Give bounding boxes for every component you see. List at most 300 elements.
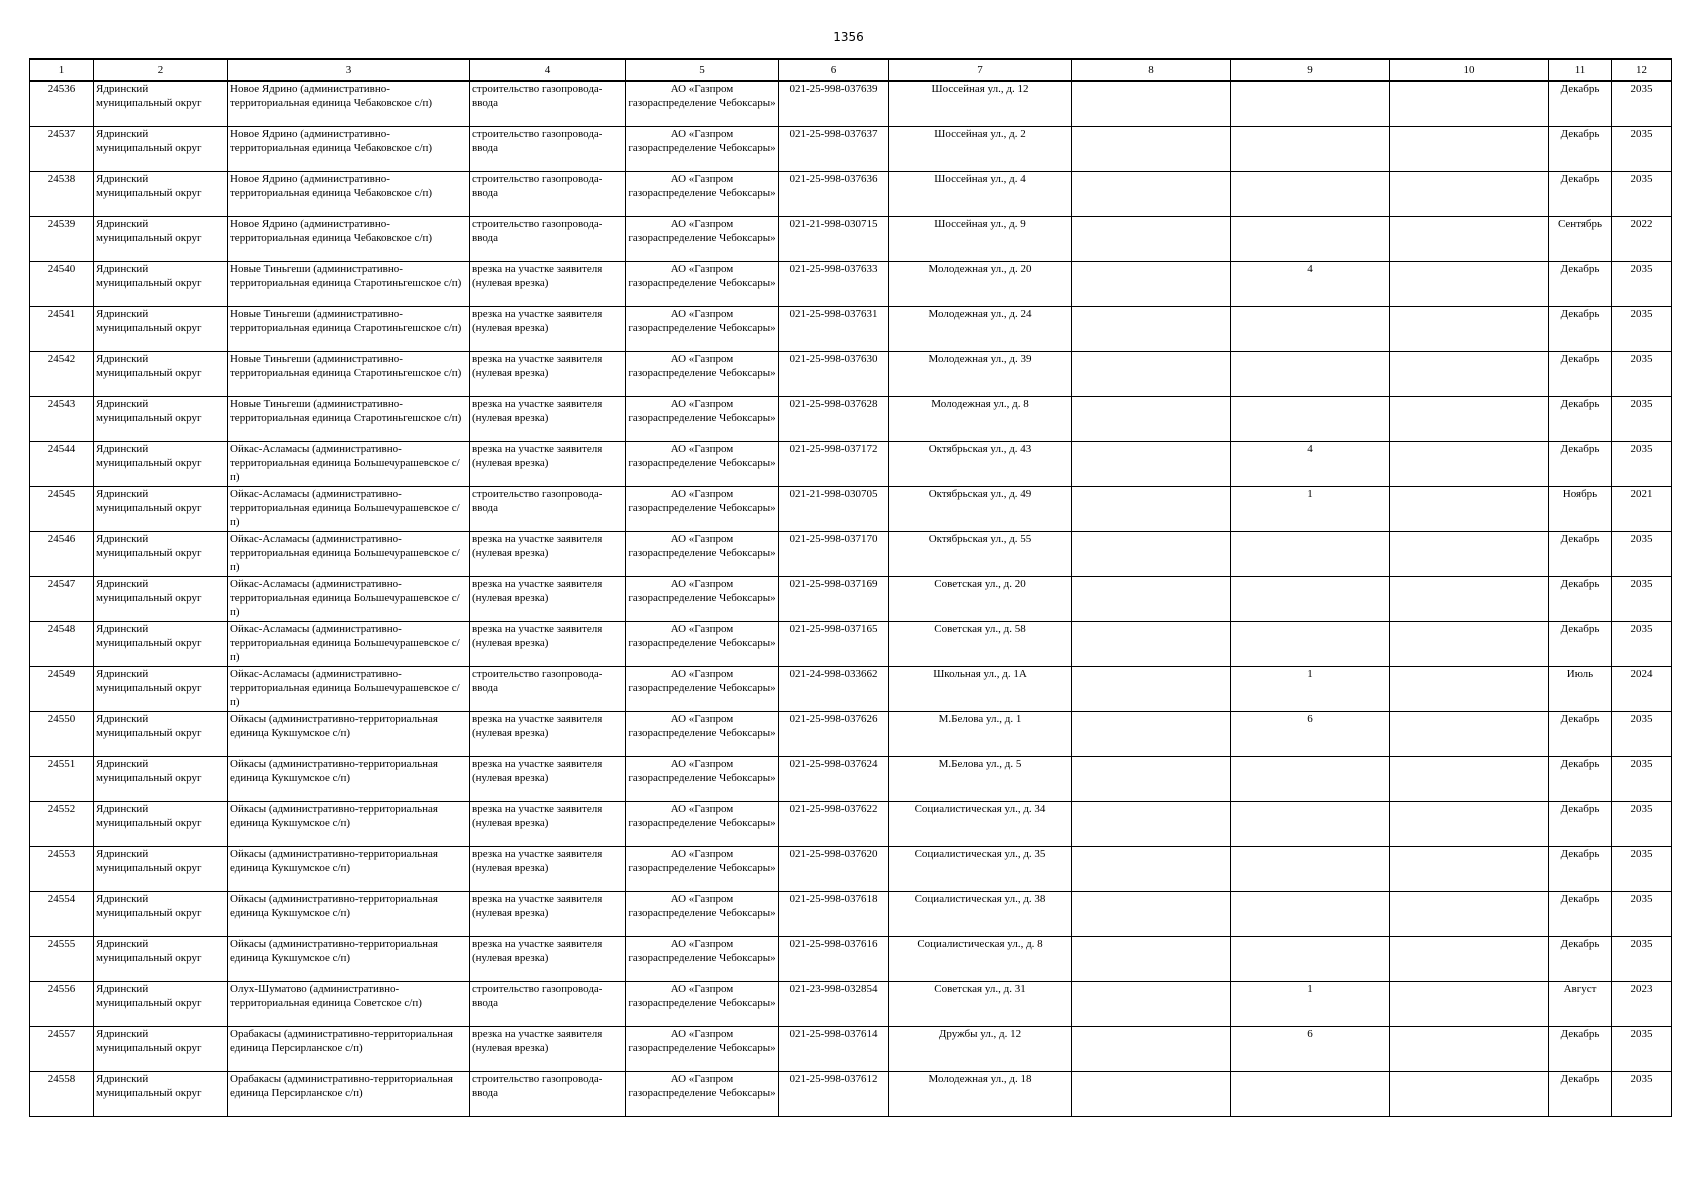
organization-cell [626,892,779,937]
column-9-cell-text: 1 [1307,983,1313,995]
month-cell [1549,442,1612,487]
month-cell [1549,667,1612,712]
work-type-cell [470,307,626,352]
organization-cell [626,307,779,352]
column-8-cell [1072,127,1231,172]
district-cell-text: Ядринский муниципальный округ [96,848,202,874]
column-8-cell [1072,667,1231,712]
code-cell-text: 021-25-998-037631 [789,308,878,320]
year-cell [1612,757,1672,802]
column-10-cell-text [1392,262,1546,306]
settlement-cell-text: Новое Ядрино (административно-территориальная единица Чебаковское с/п) [230,173,433,199]
organization-cell [626,622,779,667]
column-10-cell [1390,307,1549,352]
month-cell [1549,487,1612,532]
year-cell-text: 2035 [1630,893,1653,905]
column-10-cell-text [1392,757,1546,801]
column-9-cell [1231,622,1390,667]
address-cell-text: Социалистическая ул., д. 8 [917,938,1043,950]
column-8-cell-text [1074,1072,1228,1116]
row-number-text: 24548 [47,623,76,635]
year-cell-text: 2035 [1630,803,1653,815]
organization-cell-text: АО «Газпром газораспределение Чебоксары» [628,443,776,469]
table-row [30,667,1672,712]
address-cell-text: М.Белова ул., д. 1 [938,713,1022,725]
address-cell [889,1027,1072,1072]
code-cell [779,577,889,622]
year-cell-text: 2035 [1630,353,1653,365]
column-9-cell-text [1233,82,1387,126]
column-8-cell-text [1074,307,1228,351]
column-10-cell [1390,667,1549,712]
month-cell-text: Декабрь [1560,848,1600,860]
row-number [30,487,94,532]
row-number-text: 24545 [47,488,76,500]
organization-cell-text: АО «Газпром газораспределение Чебоксары» [628,713,776,739]
settlement-cell [228,127,470,172]
column-8-cell-text [1074,127,1228,171]
settlement-cell [228,1072,470,1117]
column-9-cell-text [1233,172,1387,216]
settlement-cell [228,81,470,127]
settlement-cell [228,982,470,1027]
column-10-cell [1390,802,1549,847]
work-type-cell [470,532,626,577]
row-number-text: 24554 [47,893,76,905]
work-type-cell [470,487,626,532]
code-cell-text: 021-25-998-037639 [789,83,878,95]
address-cell-text: Октябрьская ул., д. 55 [928,533,1032,545]
code-cell [779,442,889,487]
work-type-cell [470,1027,626,1072]
code-cell [779,847,889,892]
row-number-text: 24546 [47,533,76,545]
address-cell [889,442,1072,487]
organization-cell-text: АО «Газпром газораспределение Чебоксары» [628,578,776,604]
settlement-cell-text: Новые Тиньгеши (административно-территориальная единица Старотиньгешское с/п) [230,353,462,379]
year-cell [1612,397,1672,442]
organization-cell [626,982,779,1027]
code-cell [779,127,889,172]
table-row [30,712,1672,757]
column-8-cell [1072,982,1231,1027]
work-type-cell [470,352,626,397]
code-cell-text: 021-21-998-030715 [789,218,878,230]
district-cell [94,577,228,622]
work-type-cell [470,1072,626,1117]
organization-cell-text: АО «Газпром газораспределение Чебоксары» [628,83,776,109]
year-cell-text: 2035 [1630,443,1653,455]
row-number-text: 24557 [47,1028,76,1040]
column-9-cell [1231,1027,1390,1072]
year-cell [1612,577,1672,622]
table-row [30,397,1672,442]
month-cell-text: Декабрь [1560,173,1600,185]
district-cell [94,262,228,307]
column-9-cell [1231,397,1390,442]
organization-cell [626,757,779,802]
row-number-text: 24555 [47,938,76,950]
address-cell-text: Молодежная ул., д. 8 [931,398,1029,410]
settlement-cell-text: Новое Ядрино (административно-территориальная единица Чебаковское с/п) [230,218,433,244]
column-8-cell-text [1074,712,1228,756]
district-cell [94,532,228,577]
month-cell-text: Декабрь [1560,938,1600,950]
year-cell [1612,1072,1672,1117]
column-8-cell-text [1074,892,1228,936]
month-cell [1549,1072,1612,1117]
work-type-cell-text: врезка на участке заявителя (нулевая врезка) [472,443,603,469]
column-9-cell [1231,802,1390,847]
table-row [30,802,1672,847]
column-header-3: 3 [228,59,470,81]
work-type-cell-text: врезка на участке заявителя (нулевая врезка) [472,398,603,424]
year-cell [1612,262,1672,307]
code-cell [779,81,889,127]
year-cell [1612,217,1672,262]
district-cell [94,667,228,712]
organization-cell-text: АО «Газпром газораспределение Чебоксары» [628,308,776,334]
column-10-cell-text [1392,577,1546,621]
organization-cell [626,352,779,397]
year-cell [1612,1027,1672,1072]
column-10-cell-text [1392,1072,1546,1116]
month-cell-text: Декабрь [1560,803,1600,815]
column-10-cell [1390,397,1549,442]
code-cell-text: 021-25-998-037624 [789,758,878,770]
column-header-10: 10 [1390,59,1549,81]
month-cell [1549,397,1612,442]
column-9-cell [1231,1072,1390,1117]
address-cell-text: Социалистическая ул., д. 34 [914,803,1046,815]
address-cell [889,622,1072,667]
organization-cell [626,172,779,217]
row-number [30,892,94,937]
column-9-cell-text: 1 [1307,668,1313,680]
year-cell-text: 2035 [1630,578,1653,590]
month-cell [1549,127,1612,172]
column-8-cell-text [1074,487,1228,531]
column-9-cell [1231,847,1390,892]
column-10-cell-text [1392,892,1546,936]
work-type-cell-text: врезка на участке заявителя (нулевая врезка) [472,263,603,289]
work-type-cell-text: строительство газопровода-ввода [472,173,603,199]
organization-cell-text: АО «Газпром газораспределение Чебоксары» [628,128,776,154]
work-type-cell-text: врезка на участке заявителя (нулевая врезка) [472,308,603,334]
code-cell [779,1027,889,1072]
district-cell-text: Ядринский муниципальный округ [96,308,202,334]
organization-cell [626,802,779,847]
table-row [30,127,1672,172]
month-cell-text: Декабрь [1560,1028,1600,1040]
code-cell-text: 021-25-998-037165 [789,623,878,635]
row-number-text: 24543 [47,398,76,410]
year-cell [1612,442,1672,487]
district-cell [94,847,228,892]
year-cell-text: 2021 [1630,488,1653,500]
address-cell [889,667,1072,712]
district-cell [94,442,228,487]
district-cell [94,81,228,127]
column-10-cell-text [1392,352,1546,396]
column-9-cell [1231,937,1390,982]
code-cell [779,712,889,757]
address-cell-text: М.Белова ул., д. 5 [938,758,1022,770]
address-cell-text: Шоссейная ул., д. 9 [934,218,1026,230]
district-cell [94,622,228,667]
column-8-cell [1072,847,1231,892]
month-cell-text: Декабрь [1560,443,1600,455]
month-cell [1549,757,1612,802]
address-cell [889,487,1072,532]
column-9-cell [1231,487,1390,532]
code-cell-text: 021-25-998-037622 [789,803,878,815]
work-type-cell-text: врезка на участке заявителя (нулевая врезка) [472,938,603,964]
district-cell [94,127,228,172]
column-8-cell-text [1074,622,1228,666]
settlement-cell [228,397,470,442]
work-type-cell [470,172,626,217]
month-cell [1549,892,1612,937]
code-cell [779,937,889,982]
month-cell [1549,577,1612,622]
row-number [30,1027,94,1072]
column-9-cell-text [1233,307,1387,351]
month-cell-text: Декабрь [1560,308,1600,320]
column-9-cell-text: 4 [1307,443,1313,455]
code-cell [779,1072,889,1117]
district-cell-text: Ядринский муниципальный округ [96,263,202,289]
row-number-text: 24541 [47,308,76,320]
row-number [30,352,94,397]
district-cell-text: Ядринский муниципальный округ [96,398,202,424]
page-number: 1356 [833,30,864,44]
month-cell-text: Декабрь [1560,578,1600,590]
column-9-cell [1231,127,1390,172]
row-number-text: 24537 [47,128,76,140]
column-9-cell [1231,81,1390,127]
settlement-cell-text: Ойкасы (административно-территориальная единица Кукшумское с/п) [230,803,438,829]
district-cell [94,1072,228,1117]
district-cell [94,217,228,262]
code-cell-text: 021-25-998-037618 [789,893,878,905]
address-cell [889,172,1072,217]
year-cell [1612,172,1672,217]
code-cell-text: 021-25-998-037169 [789,578,878,590]
settlement-cell-text: Ойкасы (административно-территориальная единица Кукшумское с/п) [230,713,438,739]
year-cell-text: 2035 [1630,1073,1653,1085]
settlement-cell-text: Новые Тиньгеши (административно-территориальная единица Старотиньгешское с/п) [230,398,462,424]
code-cell-text: 021-25-998-037628 [789,398,878,410]
district-cell-text: Ядринский муниципальный округ [96,1073,202,1099]
settlement-cell [228,262,470,307]
address-cell [889,1072,1072,1117]
organization-cell-text: АО «Газпром газораспределение Чебоксары» [628,263,776,289]
column-9-cell [1231,982,1390,1027]
code-cell-text: 021-24-998-033662 [789,668,878,680]
column-8-cell [1072,622,1231,667]
work-type-cell-text: врезка на участке заявителя (нулевая врезка) [472,1028,603,1054]
address-cell-text: Социалистическая ул., д. 38 [914,893,1046,905]
organization-cell [626,1027,779,1072]
month-cell-text: Декабрь [1560,263,1600,275]
year-cell [1612,81,1672,127]
code-cell-text: 021-25-998-037630 [789,353,878,365]
month-cell [1549,622,1612,667]
column-10-cell-text [1392,1027,1546,1071]
column-10-cell-text [1392,127,1546,171]
code-cell [779,397,889,442]
address-cell [889,217,1072,262]
column-9-cell-text [1233,892,1387,936]
year-cell [1612,802,1672,847]
work-type-cell-text: строительство газопровода-ввода [472,1073,603,1099]
organization-cell [626,937,779,982]
table-row [30,81,1672,127]
work-type-cell-text: врезка на участке заявителя (нулевая врезка) [472,893,603,919]
code-cell [779,262,889,307]
year-cell [1612,532,1672,577]
column-8-cell [1072,307,1231,352]
settlement-cell-text: Орабакасы (административно-территориальная единица Персирланское с/п) [230,1028,453,1054]
column-8-cell [1072,532,1231,577]
column-8-cell-text [1074,757,1228,801]
column-8-cell [1072,487,1231,532]
code-cell-text: 021-23-998-032854 [789,983,878,995]
row-number [30,397,94,442]
year-cell-text: 2035 [1630,848,1653,860]
column-10-cell-text [1392,307,1546,351]
month-cell [1549,982,1612,1027]
column-8-cell-text [1074,982,1228,1026]
row-number [30,622,94,667]
column-8-cell [1072,892,1231,937]
settlement-cell [228,577,470,622]
table-row [30,217,1672,262]
work-type-cell-text: строительство газопровода-ввода [472,668,603,694]
row-number [30,127,94,172]
column-10-cell [1390,622,1549,667]
column-10-cell [1390,352,1549,397]
settlement-cell-text: Ойкасы (административно-территориальная единица Кукшумское с/п) [230,938,438,964]
settlement-cell [228,622,470,667]
column-10-cell [1390,982,1549,1027]
year-cell [1612,937,1672,982]
address-cell [889,127,1072,172]
column-8-cell [1072,802,1231,847]
column-9-cell-text: 1 [1307,488,1313,500]
code-cell [779,622,889,667]
column-8-cell [1072,757,1231,802]
table-row [30,982,1672,1027]
column-8-cell-text [1074,262,1228,306]
district-cell [94,982,228,1027]
row-number-text: 24542 [47,353,76,365]
year-cell [1612,127,1672,172]
work-type-cell [470,712,626,757]
code-cell [779,532,889,577]
settlement-cell [228,487,470,532]
address-cell-text: Советская ул., д. 20 [934,578,1026,590]
settlement-cell [228,847,470,892]
settlement-cell-text: Ойкас-Асламасы (административно-территориальная единица Большечурашевское с/п) [230,623,460,663]
table-row [30,352,1672,397]
address-cell-text: Молодежная ул., д. 20 [928,263,1032,275]
code-cell [779,892,889,937]
year-cell-text: 2035 [1630,308,1653,320]
district-cell [94,757,228,802]
row-number [30,307,94,352]
month-cell [1549,532,1612,577]
column-9-cell [1231,307,1390,352]
organization-cell [626,442,779,487]
address-cell-text: Молодежная ул., д. 39 [928,353,1032,365]
column-9-cell [1231,577,1390,622]
work-type-cell-text: врезка на участке заявителя (нулевая врезка) [472,623,603,649]
work-type-cell [470,622,626,667]
column-10-cell-text [1392,622,1546,666]
settlement-cell-text: Ойкасы (административно-территориальная единица Кукшумское с/п) [230,848,438,874]
organization-cell-text: АО «Газпром газораспределение Чебоксары» [628,803,776,829]
code-cell [779,217,889,262]
year-cell-text: 2023 [1630,983,1653,995]
settlement-cell-text: Орабакасы (административно-территориальная единица Персирланское с/п) [230,1073,453,1099]
month-cell-text: Декабрь [1560,758,1600,770]
column-header-6: 6 [779,59,889,81]
column-header-1: 1 [30,59,94,81]
column-9-cell [1231,757,1390,802]
work-type-cell [470,892,626,937]
settlement-cell-text: Ойкас-Асламасы (административно-территориальная единица Большечурашевское с/п) [230,443,460,483]
settlement-cell [228,802,470,847]
row-number-text: 24549 [47,668,76,680]
district-cell [94,352,228,397]
column-header-7: 7 [889,59,1072,81]
column-10-cell-text [1392,712,1546,756]
column-10-cell [1390,577,1549,622]
row-number-text: 24553 [47,848,76,860]
header-row [30,59,1672,81]
column-8-cell [1072,217,1231,262]
row-number-text: 24552 [47,803,76,815]
district-cell [94,487,228,532]
organization-cell [626,712,779,757]
column-8-cell [1072,712,1231,757]
code-cell [779,802,889,847]
district-cell-text: Ядринский муниципальный округ [96,443,202,469]
settlement-cell [228,892,470,937]
organization-cell [626,81,779,127]
district-cell-text: Ядринский муниципальный округ [96,173,202,199]
code-cell [779,307,889,352]
row-number [30,217,94,262]
work-type-cell-text: строительство газопровода-ввода [472,128,603,154]
column-9-cell-text [1233,622,1387,666]
row-number [30,937,94,982]
district-cell-text: Ядринский муниципальный округ [96,938,202,964]
address-cell [889,532,1072,577]
work-type-cell-text: строительство газопровода-ввода [472,218,603,244]
column-10-cell [1390,172,1549,217]
column-10-cell-text [1392,82,1546,126]
column-8-cell [1072,937,1231,982]
year-cell-text: 2035 [1630,83,1653,95]
organization-cell-text: АО «Газпром газораспределение Чебоксары» [628,623,776,649]
settlement-cell [228,757,470,802]
month-cell [1549,802,1612,847]
month-cell-text: Август [1563,983,1597,995]
address-cell [889,982,1072,1027]
